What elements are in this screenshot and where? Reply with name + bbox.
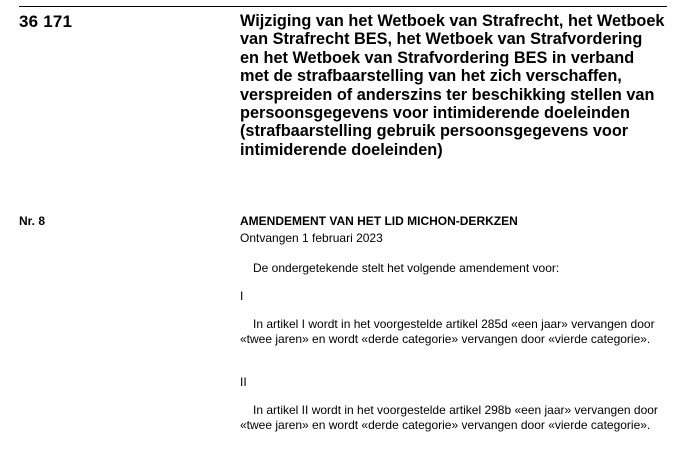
document-title: Wijziging van het Wetboek van Strafrecht, het Wetboek van Strafrecht BES, het Wetboek van Strafvordering en het Wetboek van Strafvordering BES in verband met de strafbaarstelling van het zich verschaffen, verspreiden of anderszins ter beschikking stellen van persoonsgegevens voor intimiderende doeleinden (strafbaarstelling gebruik persoonsgegevens voor intimiderende doeleinden)	[240, 12, 665, 159]
amendment-intro: De ondergetekende stelt het volgende amendement voor:	[253, 261, 560, 275]
section-paragraph-i: In artikel I wordt in het voorgestelde artikel 285d «een jaar» vervangen door «twee jaren» en wordt «derde categorie» vervangen door «vierde categorie».	[240, 317, 655, 347]
amendment-number-label: Nr. 8	[19, 214, 46, 228]
amendment-title: AMENDEMENT VAN HET LID MICHON-DERKZEN	[240, 214, 518, 228]
section-paragraph-ii: In artikel II wordt in het voorgestelde artikel 298b «een jaar» vervangen door «twee jaren» en wordt «derde categorie» vervangen door «vierde categorie».	[240, 403, 658, 433]
document-number: 36 171	[19, 12, 73, 31]
header-rule	[19, 6, 667, 7]
section-marker-i: I	[240, 289, 244, 303]
section-marker-ii: II	[240, 375, 247, 389]
received-date: Ontvangen 1 februari 2023	[240, 231, 383, 245]
